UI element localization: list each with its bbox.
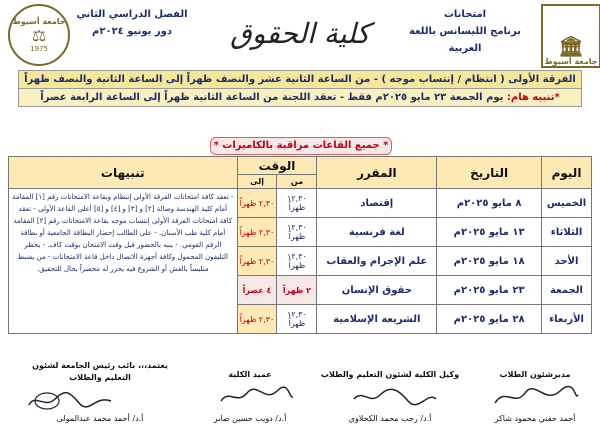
row-time-to: ٤ عصراً [237, 276, 277, 305]
row-course: علم الإجرام والعقاب [317, 247, 437, 276]
row-course: لغة فرنسية [317, 218, 437, 247]
signature-title-2: وكيل الكلية لشئون التعليم والطلاب [320, 370, 460, 379]
row-course: الشريعة الإسلامية [317, 305, 437, 334]
row-day: الأربعاء [542, 305, 592, 334]
header-notes: تنبيهات [9, 157, 238, 189]
session-label: دور يونيو ٢٠٢٤م [92, 26, 172, 37]
signature-name-3: أ.د/ دويب حسين صابر [213, 414, 287, 423]
signature-mark-2 [350, 385, 440, 409]
header-to: إلى [237, 175, 277, 189]
row-course: حقوق الإنسان [317, 276, 437, 305]
row-date: ٢٣ مايو ٢٠٢٥م [437, 276, 542, 305]
seal-left-year: 1975 [30, 45, 48, 53]
program-label: برنامج الليسانس باللغة العربية [408, 26, 522, 54]
row-date: ١٨ مايو ٢٠٢٥م [437, 247, 542, 276]
signature-mark-4 [25, 387, 115, 413]
row-day: الثلاثاء [542, 218, 592, 247]
exams-title-block [395, 6, 535, 57]
row-time-from: ١٢,٣٠ ظهراً [277, 247, 317, 276]
signature-scribble-1 [490, 385, 580, 409]
header-from: من [277, 175, 317, 189]
schedule-band-line2 [18, 88, 582, 107]
header-day: اليوم [542, 157, 592, 189]
building-icon: 🏛 [558, 34, 584, 58]
table-row [9, 189, 592, 218]
signature-title-3: عميد الكلية [228, 370, 272, 379]
row-day: الجمعة [542, 276, 592, 305]
row-time-from: ١٢,٣٠ ظهراً [277, 218, 317, 247]
camera-notice: * جميع القاعات مراقبة بالكاميرات * [210, 137, 392, 155]
signature-title-4: يعتمد،،، نائب رئيس الجامعة لشئون التعليم والطلاب [32, 361, 168, 382]
semester-label: الفصل الدراسي الثاني [76, 9, 188, 20]
semester-info [72, 6, 192, 40]
header-time: الوقت [237, 157, 317, 175]
important-notice-body: يوم الجمعة ٢٣ مايو ٢٠٢٥م فقط - تعقد اللجنة من الساعة الثانية ظهراً إلى الساعة الرابعة عصراً [40, 92, 504, 103]
signature-scribble-3 [215, 385, 295, 409]
exams-title: امتحانات [443, 9, 487, 20]
row-time-to: ٢,٣٠ ظهراً [237, 189, 277, 218]
row-date: ٢٨ مايو ٢٠٢٥م [437, 305, 542, 334]
signature-mark-3 [215, 385, 295, 409]
schedule-band-line1: الفرقة الأولى ( انتظام / إنتساب موجه ) - من الساعة الثانية عشر والنصف ظهراً إلى الساعة الثانية والنصف ظهراً [18, 70, 582, 89]
row-time-from: ٢ ظهراً [277, 276, 317, 305]
university-seal-left [8, 4, 70, 66]
logo-right-text: جامعة أسيوط [544, 57, 598, 66]
signature-name-1: أحمد حفني محمود شاكر [494, 414, 576, 423]
signature-scribble-4 [25, 387, 115, 413]
header-date: التاريخ [437, 157, 542, 189]
header-course: المقرر [317, 157, 437, 189]
schedule-table-wrap [8, 156, 592, 334]
notes-cell: - تعقد كافة امتحانات الفرقة الأولى إنتظام وبقاعة الامتحانات رقم [١] المقامة أمام كلية الهندسة وصالة [٢] و [٣] و [٤] و [٥] أعلى القاعة الأولى - تعقد كافة امتحانات الفرقة الأولى إنتساب موجه بقاعة الامتحانات رقم [٢] المقامة أمام كلية طب الأسنان. - على الطالب إحضار البطاقة الجامعية أو بطاقة الرقم القومي. - ينبه بالحضور قبل وقت الامتحان بوقت كاف. - يحظر التليفون المحمول وكافة أجهزة الاتصال داخل قاعة الامتحانات - من يضبط متلبساً بالغش أو الشروع فيه يحرر له محضراً يحال للتحقيق. [9, 189, 238, 334]
row-day: الأحد [542, 247, 592, 276]
row-time-from: ١٢,٣٠ ظهراً [277, 189, 317, 218]
university-logo-right [541, 4, 600, 68]
signature-name-4: أ.د/ أحمد محمد عبدالمولى [56, 414, 144, 423]
signature-mark-1 [490, 385, 580, 409]
row-time-to: ٢,٣٠ ظهراً [237, 305, 277, 334]
row-day: الخميس [542, 189, 592, 218]
signature-scribble-2 [350, 385, 440, 409]
row-time-from: ١٢,٣٠ ظهراً [277, 305, 317, 334]
row-course: إقتصاد [317, 189, 437, 218]
signature-title-1: مديرشئون الطلاب [499, 370, 571, 379]
row-date: ١٣ مايو ٢٠٢٥م [437, 218, 542, 247]
row-time-to: ٢,٣٠ ظهراً [237, 247, 277, 276]
schedule-table [8, 156, 592, 334]
row-time-to: ٢,٣٠ ظهراً [237, 218, 277, 247]
important-notice-label: *تنبيه هام: [506, 92, 560, 103]
faculty-calligraphy: كلية الحقوق [230, 17, 370, 50]
scales-icon: ⚖ [31, 26, 47, 45]
seal-left-text: جامعة أسيوط [12, 17, 66, 26]
signature-name-2: أ.د/ رجب محمد الكحلاوي [348, 414, 432, 423]
row-date: ٨ مايو ٢٠٢٥م [437, 189, 542, 218]
